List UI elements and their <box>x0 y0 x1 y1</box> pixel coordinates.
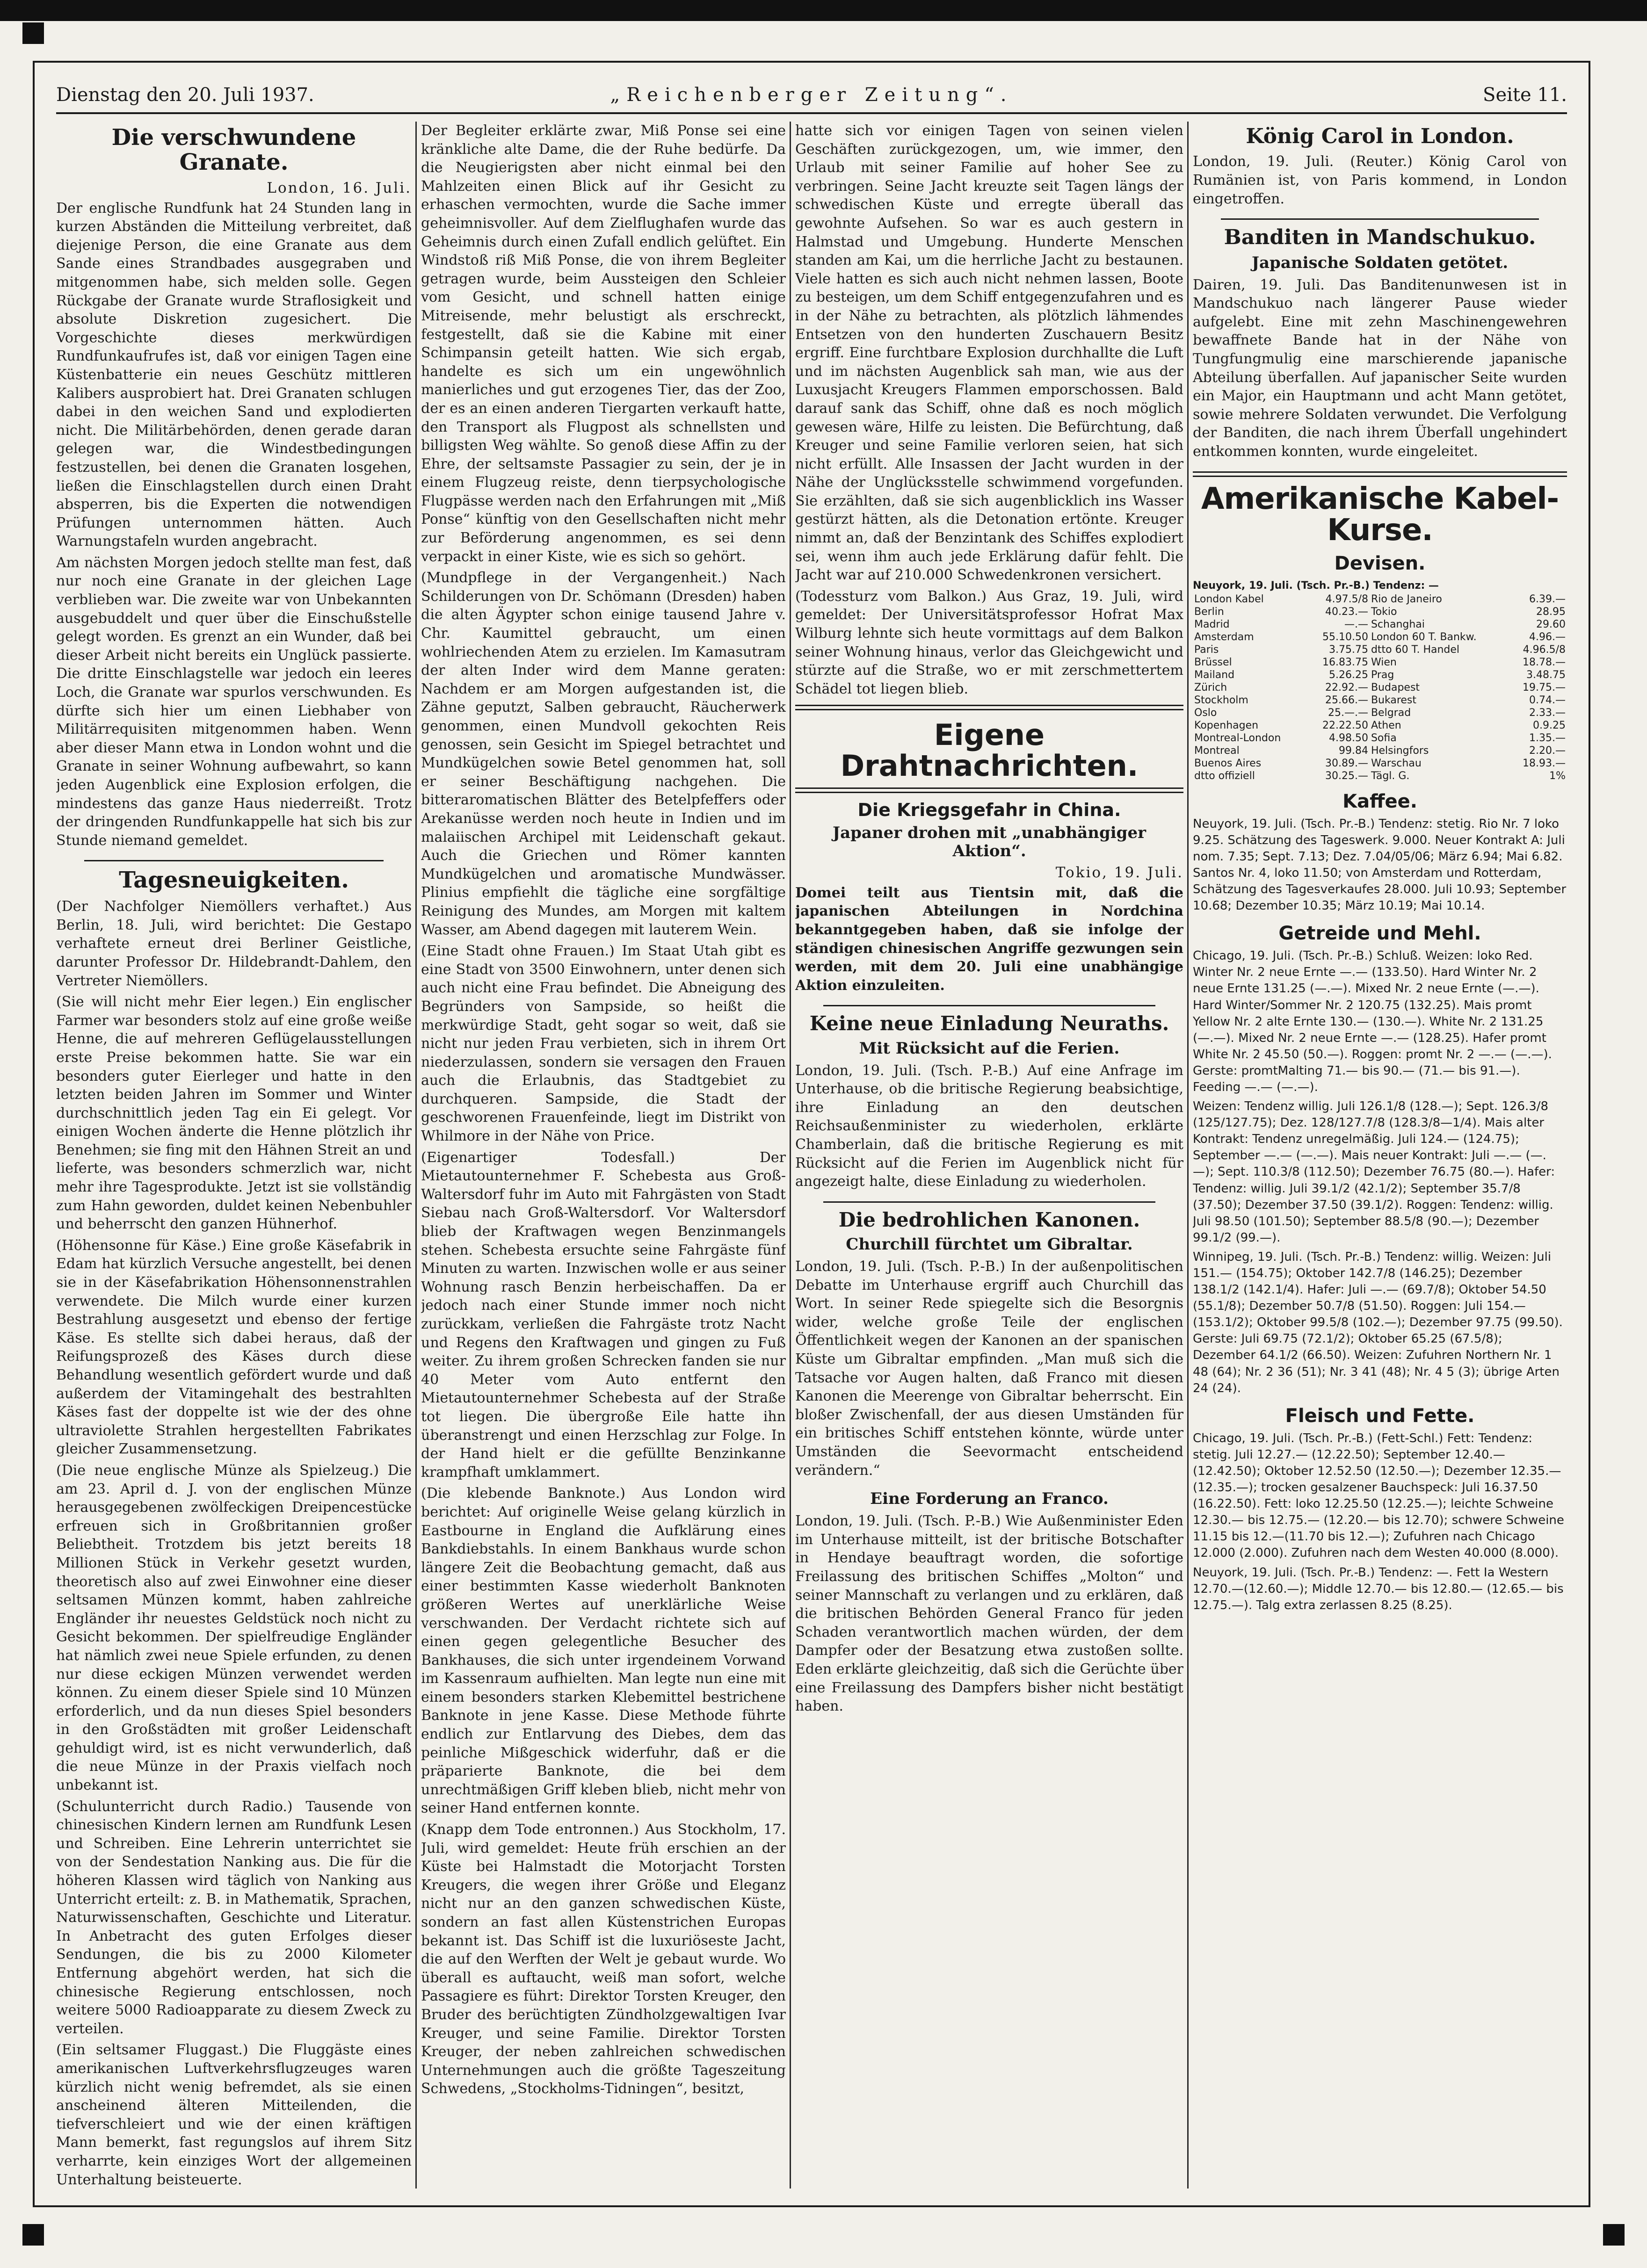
currency-rate: 4.96.5/8 <box>1523 643 1566 656</box>
news-item: (Todessturz vom Balkon.) Aus Graz, 19. Juli, wird gemeldet: Der Universitätsprofessor Hofrat Max Wilburg lehnte sich heute vormittags auf dem Balkon seiner Wohnung hinaus, verlor das Gleichgewicht und stürzte auf die Straße, wo er mit zerschmettertem Schädel tot liegen blieb. <box>795 588 1183 697</box>
column-rule <box>790 122 791 2189</box>
currency-rate: 22.92.— <box>1325 681 1368 693</box>
devisen-row <box>1193 631 1567 643</box>
article-title: König Carol in London. <box>1246 124 1514 148</box>
currency-name: Berlin <box>1194 606 1224 618</box>
currency-rate: 19.75.— <box>1523 681 1566 693</box>
article-paragraph: Der englische Rundfunk hat 24 Stunden lang in kurzen Abständen die Mitteilung verbreitet, daß diejenige Person, die eine Granate aus dem Sande eines Strandbades ausgegraben und mitgenommen habe, sich melden solle. Gegen Rückgabe der Granate wurde Straflosigkeit und absolute Diskretion zugesichert. Die Vorgeschichte dieses merkwürdigen Rundfunkaufrufes ist, daß vor einigen Tagen eine Küstenbatterie ein neues Geschütz mittleren Kalibers ausprobiert hat. Drei Granaten schlugen dabei in den weichen Sand und explodierten nicht. Die Militärbehörden, denen gerade daran gelegen war, die Windestbedingungen festzustellen, bei denen die Granaten losgehen, ließen die Einschlagstellen durch einen Draht absperren, bis die Experten die notwendigen Prüfungen unternommen hätten. Auch Warnungstafeln wurden angebracht. <box>56 200 412 550</box>
currency-rate: 3.48.75 <box>1526 669 1566 681</box>
section-divider <box>84 860 384 861</box>
section-title: Tagesneuigkeiten. <box>119 867 349 894</box>
devisen-table <box>1193 593 1567 782</box>
column-2 <box>421 122 786 2189</box>
market-subsection-title: Kaffee. <box>1342 790 1417 812</box>
news-item: (Eine Stadt ohne Frauen.) Im Staat Utah gibt es eine Stadt von 3500 Einwohnern, unter denen sich auch nicht eine Frau befindet. Die Abneigung des Begründers von Sampside, so heißt die merkwürdige Stadt, geht sogar so weit, daß sie nicht nur jeden Frau verbieten, sich in ihrem Ort niederzulassen, sondern sie versagen den Frauen auch die Erlaubnis, das Stadtgebiet zu durchqueren. Sampside, die Stadt der geschworenen Frauenfeinde, liegt im Distrikt von Whilmore in der Nähe von Price. <box>421 943 786 1145</box>
currency-name: Madrid <box>1194 618 1230 630</box>
currency-rate: 25.66.— <box>1325 694 1368 706</box>
currency-rate: 25.—.— <box>1328 707 1368 719</box>
news-item: (Knapp dem Tode entronnen.) Aus Stockholm, 17. Juli, wird gemeldet: Heute früh erschien an der Küste bei Halmstadt die Motorjacht Torsten Kreugers, die wegen ihrer Größe und Eleganz nicht nur an den ganzen schwedischen Küste, sondern an fast allen Küstenstrichen Europas bekannt ist. Das Schiff ist die luxuriöseste Jacht, die auf den Werften der Welt je gebaut wurde. Wo überall es auftaucht, weiß man sofort, welche Passagiere es führt: Direktor Torsten Kreuger, den Bruder des berüchtigten Zündholzgewaltigen Ivar Kreuger, und seine Familie. Direktor Torsten Kreuger, der neben zahlreichen schwedischen Unternehmungen auch die größte Tageszeitung Schwedens, „Stockholms-Tidningen“, besitzt, <box>421 1821 786 2097</box>
scan-top-edge <box>0 0 1647 21</box>
currency-name: Tägl. G. <box>1371 770 1410 782</box>
currency-rate: 28.95 <box>1536 606 1566 618</box>
devisen-row <box>1193 593 1567 606</box>
currency-name: Stockholm <box>1194 694 1248 706</box>
article-kanonen <box>795 1209 1183 1480</box>
article-banditen <box>1193 226 1567 461</box>
market-report: Weizen: Tendenz willig. Juli 126.1/8 (128.—); Sept. 126.3/8 (125/127.75); Dez. 128/127.7/8 (128.3/8—1/4). Mais alter Kontrakt: Tendenz unregelmäßig. Juli 124.— (124.75); September —.— (—.—). Mais neuer Kontrakt: Juli —.— (—.—); Sept. 110.3/8 (112.50); Dezember 76.75 (80.—). Hafer: Tendenz: willig. Juli 39.1/2 (42.1/2); September 35.7/8 (37.50); Dezember 37.50 (39.1/2). Roggen: Tendenz: willig. Juli 98.50 (101.50); September 88.5/8 (90.—); Dezember 99.1/2 (99.—). <box>1193 1099 1555 1245</box>
article-subtitle: Churchill fürchtet um Gibraltar. <box>846 1235 1133 1254</box>
devisen-row <box>1193 732 1567 744</box>
currency-rate: 40.23.— <box>1325 606 1368 618</box>
currency-rate: 2.20.— <box>1529 744 1566 757</box>
currency-rate: 30.25.— <box>1325 770 1368 782</box>
article-title: Keine neue Einladung Neuraths. <box>809 1012 1169 1035</box>
market-section-title: Amerikanische Kabel-Kurse. <box>1201 481 1559 548</box>
currency-name: Montreal-London <box>1194 732 1281 744</box>
currency-rate: 1.35.— <box>1529 732 1566 744</box>
devisen-row <box>1193 694 1567 707</box>
article-paragraph: Domei teilt aus Tientsin mit, daß die japanischen Abteilungen in Nordchina bekanntgegeben haben, daß sie infolge der ständigen chinesischen Angriffe gezwungen sein werden, mit dem 20. Juli eine unabhängige Aktion einzuleiten. <box>795 884 1183 994</box>
scan-corner-mark <box>22 2224 44 2246</box>
currency-rate: 18.93.— <box>1523 757 1566 769</box>
article-paragraph: London, 19. Juli. (Tsch. P.-B.) In der außenpolitischen Debatte im Unterhause ergriff auch Churchill das Wort. In seiner Rede spiegelte sich die Besorgnis wider, welche große Teile der englischen Öffentlichkeit wegen der Kanonen an der spanischen Küste um Gibraltar empfinden. „Man muß sich die Tatsache vor Augen halten, daß Franco mit diesen Kanonen die Meerenge von Gibraltar beherrscht. Ein bloßer Zwischenfall, der aus diesen Umständen für ein britisches Schiff entstehen könnte, würde unter Umständen die Seevormacht entscheidend verändern.“ <box>795 1258 1183 1479</box>
news-item: (Eigenartiger Todesfall.) Der Mietautounternehmer F. Schebesta aus Groß-Waltersdorf fuhr im Auto mit Fahrgästen von Stadt Siebau nach Groß-Waltersdorf. Vor Waltersdorf blieb der Kraftwagen wegen Benzinmangels stehen. Schebesta ersuchte seine Fahrgäste fünf Minuten zu warten. Inzwischen wolle er aus seiner Wohnung rasch Benzin herbeischaffen. Da er jedoch nach einer Stunde immer noch nicht zurückkam, verließen die Fahrgäste trotz Nacht und Regens den Kraftwagen und gingen zu Fuß weiter. Zu ihrem großen Schrecken fanden sie nur 40 Meter vom Auto entfernt den Mietautounternehmer Schebesta auf der Straße tot liegen. Die übergroße Eile hatte ihn überanstrengt und einen Herzschlag zur Folge. In der Hand hielt er die gefüllte Benzinkanne krampfhaft umklammert. <box>421 1149 786 1481</box>
wire-news-banner: Eigene Drahtnachrichten. <box>840 718 1139 783</box>
article-paragraph: London, 19. Juli. (Tsch. P.-B.) Auf eine Anfrage im Unterhause, ob die britische Regierung beabsichtige, ihre Einladung an den deutschen Reichsaußenminister zu wiederholen, erklärte Chamberlain, daß die britische Regierung es mit Rücksicht auf die Ferien im Augenblick nicht für angezeigt halte, diese Einladung zu wiederholen. <box>795 1062 1183 1190</box>
column-3 <box>795 122 1183 2189</box>
news-item: (Höhensonne für Käse.) Eine große Käsefabrik in Edam hat kürzlich Versuche angestellt, bei denen sie in der Käsefabrikation Höhensonnenstrahlen verwendete. Die Milch wurde einer kurzen Bestrahlung ausgesetzt und ebenso der fertige Käse. Es stellte sich dabei heraus, daß der Reifungsprozeß des Käses durch diese Behandlung wesentlich gefördert wurde und daß außerdem der Vitamingehalt des bestrahlten Käses fast der doppelte ist wie der des ohne ultraviolette Strahlen hergestellten Fabrikates gleicher Zusammensetzung. <box>56 1237 412 1458</box>
market-subsection-title: Fleisch und Fette. <box>1285 1405 1475 1427</box>
news-item: (Die neue englische Münze als Spielzeug.) Die am 23. April d. J. von der englischen Münze herausgegebenen zwölfeckigen Dreipencestücke erfreuen sich in Großbritannien großer Beliebtheit. Trotzdem bis jetzt bereits 18 Millionen Stück in Verkehr gesetzt wurden, theoretisch also auf zwei Einwohner eine dieser seltsamen Münzen kommt, haben zahlreiche Engländer ihr neuestes Geldstück noch nicht zu Gesicht bekommen. Der spielfreudige Engländer hat nämlich zwei neue Spiele erfunden, zu denen nur diese eckigen Münzen verwendet werden können. Zu einem dieser Spiele sind 10 Münzen erforderlich, und da nun dieses Spiel besonders in den Großstädten mit großer Leidenschaft gehuldigt wird, ist es nicht verwunderlich, daß die neue Münze in der Praxis vielfach noch unbekannt ist. <box>56 1462 412 1794</box>
devisen-row <box>1193 744 1567 757</box>
devisen-row <box>1193 681 1567 694</box>
article-paragraph: Dairen, 19. Juli. Das Banditenunwesen ist in Mandschukuo nach längerer Pause wieder aufgelebt. Eine mit zehn Maschinengewehren bewaffnete Bande hat in der Nähe von Tungfungmulig eine marschierende japanische Abteilung überfallen. Auf japanischer Seite wurden ein Major, ein Hauptmann und acht Mann getötet, sowie mehrere Soldaten verwundet. Die Verfolgung der Banditen, die nach ihrem Überfall ungehindert entkommen konnten, wurde eingeleitet. <box>1193 276 1567 460</box>
section-divider <box>795 705 1183 710</box>
article-subtitle: Japanische Soldaten getötet. <box>1251 253 1509 272</box>
currency-name: London Kabel <box>1194 593 1264 605</box>
currency-name: Kopenhagen <box>1194 719 1259 731</box>
currency-name: Helsingfors <box>1371 744 1429 757</box>
section-divider <box>795 787 1183 793</box>
news-item: (Der Nachfolger Niemöllers verhaftet.) Aus Berlin, 18. Juli, wird berichtet: Die Gestapo verhaftete erneut drei Berliner Geistliche, darunter Professor Dr. Hildebrandt-Dahlem, den Vertreter Niemöllers. <box>56 898 412 989</box>
currency-name: Schanghai <box>1371 618 1425 630</box>
devisen-row <box>1193 719 1567 732</box>
currency-rate: 1% <box>1549 770 1566 782</box>
market-report: Winnipeg, 19. Juli. (Tsch. Pr.-B.) Tendenz: willig. Weizen: Juli 151.— (154.75); Oktober 142.7/8 (146.25); Dezember 138.1/2 (142.1/4). Hafer: Juli —.— (69.7/8); Oktober 54.50 (55.1/8); Dezember 50.7/8 (51.50). Roggen: Juli 154.— (153.1/2); Oktober 99.5/8 (102.—); Dezember 97.75 (99.50). Gerste: Juli 69.75 (72.1/2); Oktober 65.25 (67.5/8); Dezember 64.1/2 (66.50). Weizen: Zufuhren Northern Nr. 1 48 (64); Nr. 2 36 (51); Nr. 3 41 (48); Nr. 4 5 (3); übrige Arten 24 (24). <box>1193 1250 1563 1395</box>
article-china <box>795 800 1183 995</box>
market-report: Neuyork, 19. Juli. (Tsch. Pr.-B.) Tendenz: —. Fett Ia Western 12.70.—(12.60.—); Middle 12.70.— bis 12.80.— (12.65.— bis 12.75.—). Talg extra zerlassen 8.25 (8.25). <box>1193 1565 1564 1612</box>
news-item: (Ein seltsamer Fluggast.) Die Fluggäste eines amerikanischen Luftverkehrsflugzeuges waren kürzlich nicht wenig befremdet, als sie einen anscheinend älteren Mitteilenden, die tiefverschleiert und wie der einen kräftigen Mann bemerkt, fast regungslos auf ihrem Sitz verharrte, kein einziges Wort der allgemeinen Unterhaltung beisteuerte. <box>56 2042 412 2188</box>
page-header <box>56 79 1567 114</box>
currency-name: Amsterdam <box>1194 631 1254 643</box>
currency-rate: 4.98.50 <box>1328 732 1368 744</box>
market-report: Neuyork, 19. Juli. (Tsch. Pr.-B.) Tendenz: stetig. Rio Nr. 7 loko 9.25. Schätzung des Tageswerk. 9.000. Neuer Kontrakt A: Juli nom. 7.35; Sept. 7.13; Dez. 7.04/05/06; März 6.94; Mai 6.82. Santos Nr. 4, loko 11.50; von Amsterdam und Rotterdam, Schätzung des Tagesverkaufes 28.000. Juli 10.93; September 10.68; Dezember 10.35; März 10.19; Mai 10.14. <box>1193 816 1567 913</box>
currency-rate: 3.75.75 <box>1328 643 1368 656</box>
market-report: Chicago, 19. Juli. (Tsch. Pr.-B.) (Fett-Schl.) Fett: Tendenz: stetig. Juli 12.27.— (12.22.50); September 12.40.— (12.42.50); Oktober 12.52.50 (12.50.—); Dezember 12.35.— (12.35.—); trocken gesalzener Bauchspeck: Juli 16.37.50 (16.22.50). Fett: loko 12.25.50 (12.25.—); leichte Schweine 12.30.— bis 12.75.— (12.20.— bis 12.70); schwere Schweine 11.15 bis 12.—(11.70 bis 12.—); Zufuhren nach Chicago 12.000 (2.000). Zufuhren nach dem Westen 40.000 (8.000). <box>1193 1431 1564 1560</box>
article-paragraph: London, 19. Juli. (Tsch. P.-B.) Wie Außenminister Eden im Unterhause mitteilt, ist der britische Botschafter in Hendaye beauftragt worden, die sofortige Freilassung des britischen Schiffes „Molton“ und seiner Mannschaft zu verlangen und zu erklären, daß die britischen Behörden General Franco für jeden Schaden verantwortlich machen würden, der dem Dampfer oder der Besatzung etwa zustoßen sollte. Eden erklärte gleichzeitig, daß sich die Gerüchte über eine Freilassung des Dampfers bisher nicht bestätigt haben. <box>795 1513 1183 1715</box>
devisen-row <box>1193 669 1567 681</box>
currency-name: Tokio <box>1371 606 1397 618</box>
news-item: (Die klebende Banknote.) Aus London wird berichtet: Auf originelle Weise gelang kürzlich in Eastbourne in England die Aufklärung eines Bankdiebstahls. In einem Bankhaus wurde schon längere Zeit die Beobachtung gemacht, daß aus einer bestimmten Kasse wiederholt Banknoten größeren Wertes auf unerklärliche Weise verschwanden. Der Verdacht richtete sich auf einen gegen gelegentliche Besucher des Bankhauses, die sich unter irgendeinem Vorwand im Kassenraum aufhielten. Man legte nun eine mit einem besonders starken Klebemittel bestrichene Banknote in jene Kasse. Diese Methode führte endlich zur Entlarvung des Diebes, dem das peinliche Mißgeschick widerfuhr, daß er die präparierte Banknote, die bei dem unrechtmäßigen Griff kleben blieb, nicht mehr von seiner Hand entfernen konnte. <box>421 1485 786 1817</box>
currency-rate: 22.22.50 <box>1322 719 1368 731</box>
devisen-row <box>1193 643 1567 656</box>
currency-name: Paris <box>1194 643 1219 656</box>
scan-corner-mark <box>1603 2224 1625 2246</box>
section-divider <box>823 1201 1155 1203</box>
column-1 <box>56 122 412 2189</box>
article-paragraph: Am nächsten Morgen jedoch stellte man fest, daß nur noch eine Granate in der gleichen Lage verblieben war. Die zweite war von Unbekannten ausgebuddelt und quer über die Einschußstelle gelegt worden. Es grenzt an ein Wunder, daß bei dieser Arbeit nicht bereits ein Unglück passierte. Die dritte Einschlagstelle war jedoch ein leeres Loch, die Granate war spurlos verschwunden. Es dürfte sich hier um einen Liebhaber von Militärrequisiten mitgenommen haben. Wenn aber dieser Mann etwa in London wohnt und die Granate in seiner Wohnung aufbewahrt, so kann jeden Augenblick eine Explosion erfolgen, die mindestens das ganze Haus niederreißt. Trotz der dringenden Rundfunkappelle hat sich bis zur Stunde niemand gemeldet. <box>56 554 412 849</box>
devisen-title: Devisen. <box>1334 552 1426 574</box>
currency-rate: 4.96.— <box>1529 631 1566 643</box>
article-granate <box>56 125 412 850</box>
article-paragraph: London, 19. Juli. (Reuter.) König Carol von Rumänien ist, von Paris kommend, in London eingetroffen. <box>1193 153 1567 207</box>
currency-name: dtto offiziell <box>1194 770 1255 782</box>
currency-rate: 5.26.25 <box>1328 669 1368 681</box>
article-carol <box>1193 125 1567 208</box>
currency-rate: 0.9.25 <box>1533 719 1566 731</box>
currency-name: Buenos Aires <box>1194 757 1262 769</box>
currency-name: Montreal <box>1194 744 1240 757</box>
article-franco <box>795 1490 1183 1716</box>
currency-name: Warschau <box>1371 757 1422 769</box>
column-rule <box>1187 122 1189 2189</box>
scan-corner-mark <box>22 22 44 44</box>
currency-name: Bukarest <box>1371 694 1417 706</box>
currency-name: London 60 T. Bankw. <box>1371 631 1477 643</box>
article-dateline: London, 16. Juli. <box>267 179 412 196</box>
currency-name: Rio de Janeiro <box>1371 593 1442 605</box>
section-divider <box>1221 218 1539 220</box>
column-4 <box>1193 122 1567 2189</box>
article-title: Die Kriegsgefahr in China. <box>857 799 1121 820</box>
currency-name: Wien <box>1371 656 1397 668</box>
section-tagesneuigkeiten <box>56 868 412 2189</box>
currency-rate: —.— <box>1344 618 1368 630</box>
market-report: Chicago, 19. Juli. (Tsch. Pr.-B.) Schluß. Weizen: loko Red. Winter Nr. 2 neue Ernte —.— (133.50). Hard Winter Nr. 2 neue Ernte 131.25 (—.—). Mixed Nr. 2 neue Ernte (—.—). Hard Winter/Sommer Nr. 2 120.75 (132.25). Mais promt Yellow Nr. 2 alte Ernte 130.— (130.—). White Nr. 2 131.25 (—.—). Mixed Nr. 2 neue Ernte —.— (128.25). Hafer promt White Nr. 2 45.50 (50.—). Roggen: promt Nr. 2 —.— (—.—). Gerste: promtMalting 71.— bis 90.— (71.— bis 91.—). Feeding —.— (—.—). <box>1193 949 1552 1094</box>
market-subsection-title: Getreide und Mehl. <box>1278 923 1481 945</box>
currency-name: Budapest <box>1371 681 1420 693</box>
currency-name: Prag <box>1371 669 1394 681</box>
currency-name: Oslo <box>1194 707 1217 719</box>
devisen-row <box>1193 606 1567 618</box>
devisen-row <box>1193 618 1567 631</box>
currency-name: Mailand <box>1194 669 1235 681</box>
section-divider <box>823 1005 1155 1006</box>
currency-rate: 30.89.— <box>1325 757 1368 769</box>
news-item: Der Begleiter erklärte zwar, Miß Ponse sei eine kränkliche alte Dame, die der Ruhe bedürfe. Da die Neugierigsten aber nicht einmal bei den Mahlzeiten einen Blick auf ihr Gesicht zu erhaschen vermochten, wurde die Sache immer geheimnisvoller. Auf dem Zielflughafen wurde das Geheimnis durch einen Zufall endlich gelüftet. Ein Windstoß riß Miß Ponse, die von ihrem Begleiter getragen wurde, beim Aussteigen den Schleier vom Gesicht, und schnell hatten einige Mitreisende, mehr belustigt als erschreckt, festgestellt, daß sie die Kabine mit einer Schimpansin geteilt hatten. Wie sich ergab, handelte es sich um ein ungewöhnlich manierliches und gut erzogenes Tier, das der Zoo, der es an einen anderen Tiergarten verkauft hatte, den Transport als Flugpost als schnellsten und billigsten Weg wählte. So genoß diese Affin zu der Ehre, der seltsamste Passagier zu sein, der je in einem Flugzeug reiste, denn tierpsychologische Flugpässe werden nach den Erfahrungen mit „Miß Ponse“ künftig von den Gesellschaften nicht mehr zur Beförderung angenommen, es sei denn verpackt in einer Kiste, wie es sich so gehört. <box>421 123 786 565</box>
devisen-row <box>1193 707 1567 719</box>
currency-rate: 18.78.— <box>1523 656 1566 668</box>
currency-rate: 55.10.50 <box>1322 631 1368 643</box>
currency-rate: 2.33.— <box>1529 707 1566 719</box>
article-title: Eine Forderung an Franco. <box>870 1489 1109 1509</box>
section-divider <box>1193 471 1567 477</box>
news-item: (Sie will nicht mehr Eier legen.) Ein englischer Farmer war besonders stolz auf eine große weiße Henne, die auf mehreren Geflügelausstellungen erste Preise bekommen hatte. Sie war ein besonders guter Eierleger und hatte in den letzten beiden Jahren im Sommer und Winter durchschnittlich jeden Tag ein Ei gelegt. Vor einigen Wochen änderte die Henne plötzlich ihr Benehmen; sie fing mit den Hähnen Streit an und lieferte, was besonders schmerzlich war, nicht mehr ihre Tagesprodukte. Jetzt ist sie vollständig zum Hahn geworden, duldet keinen Nebenbuhler und beherrscht den ganzen Hühnerhof. <box>56 994 412 1233</box>
currency-rate: 99.84 <box>1338 744 1368 757</box>
article-title: Die bedrohlichen Kanonen. <box>838 1208 1140 1231</box>
currency-name: Athen <box>1371 719 1401 731</box>
devisen-row <box>1193 770 1567 782</box>
currency-name: dtto 60 T. Handel <box>1371 643 1460 656</box>
currency-name: Brüssel <box>1194 656 1232 668</box>
article-neurath <box>795 1013 1183 1191</box>
currency-rate: 6.39.— <box>1529 593 1566 605</box>
column-rule <box>415 122 417 2189</box>
currency-rate: 4.97.5/8 <box>1325 593 1368 605</box>
devisen-row <box>1193 656 1567 669</box>
article-dateline: Tokio, 19. Juli. <box>1055 864 1183 881</box>
currency-rate: 29.60 <box>1536 618 1566 630</box>
currency-rate: 16.83.75 <box>1322 656 1368 668</box>
currency-rate: 0.74.— <box>1529 694 1566 706</box>
currency-name: Zürich <box>1194 681 1227 693</box>
news-item: hatte sich vor einigen Tagen von seinen vielen Geschäften zurückgezogen, um, wie immer, den Urlaub mit seiner Familie auf hoher See zu verbringen. Seine Jacht kreuzte seit Tagen längs der schwedischen Küste und erregte überall das gewohnte Aufsehen. So war es auch gestern in Halmstad und Umgebung. Hunderte Menschen standen am Kai, um die herrliche Jacht zu bestaunen. Viele hatten es sich auch nicht nehmen lassen, Boote zu besteigen, um dem Schiff entgegenzufahren und es in der Nähe zu betrachten, als plötzlich lähmendes Entsetzen von den hunderten Zuschauern Besitz ergriff. Eine furchtbare Explosion durchhallte die Luft und im nächsten Augenblick sah man, wie aus der Luxusjacht Kreugers Flammen emporschossen. Bald darauf sank das Schiff, ohne daß es noch möglich gewesen wäre, Hilfe zu leisten. Die Befürchtung, daß Kreuger und seine Familie verloren seien, hat sich nicht erfüllt. Alle Insassen der Jacht wurden in der Nähe der Unglücksstelle schwimmend vorgefunden. Sie erzählten, daß sie sich augenblicklich ins Wasser gestürzt hätten, als die Detonation ertönte. Kreuger nimmt an, daß der Benzintank des Schiffes explodiert sei, wenn ihm auch jede Erklärung dafür fehlt. Die Jacht war auf 210.000 Schwedenkronen versichert. <box>795 123 1183 584</box>
devisen-row <box>1193 757 1567 770</box>
issue-date: Dienstag den 20. Juli 1937. <box>56 84 314 106</box>
article-title: Die verschwundene Granate. <box>111 124 356 175</box>
currency-name: Sofia <box>1371 732 1397 744</box>
news-item: (Mundpflege in der Vergangenheit.) Nach Schilderungen von Dr. Schömann (Dresden) haben die alten Ägypter schon einige tausend Jahre v. Chr. Kaumittel gebraucht, um einen wohlriechenden Atem zu erzielen. Im Kamasutram der alten Inder wird dem Manne geraten: Nachdem er am Morgen aufgestanden ist, die Zähne geputzt, Salben gebraucht, Räucherwerk genommen, einen Mundvoll gekochten Reis genossen, sein Gesicht im Spiegel betrachtet und Mundkügelchen sowie Betel genommen hat, soll er seiner Beschäftigung nachgehen. Die bitteraromatischen Blätter des Betelpfeffers oder Arekanüsse werden noch heute in Indien und im malaiischen Archipel mit Leidenschaft gekaut. Auch die Griechen und Römer kannten Mundkügelchen und aromatische Mundwässer. Plinius empfiehlt die tägliche eine sorgfältige Reinigung des Mundes, am Morgen mit kaltem Wasser, am Abend dagegen mit lauterem Wein. <box>421 570 786 938</box>
article-subtitle: Japaner drohen mit „unabhängiger Aktion“. <box>832 823 1146 860</box>
currency-name: Belgrad <box>1371 707 1411 719</box>
devisen-header: Neuyork, 19. Juli. (Tsch. Pr.-B.) Tendenz: — <box>1193 579 1439 592</box>
page-number: Seite 11. <box>1483 84 1567 106</box>
article-title: Banditen in Mandschukuo. <box>1224 225 1536 250</box>
news-item: (Schulunterricht durch Radio.) Tausende von chinesischen Kindern lernen am Rundfunk Lesen und Schreiben. Eine Lehrerin unterrichtet sie von der Sendestation Nanking aus. Die für die höheren Klassen wird täglich von Nanking aus Unterricht erteilt: z. B. in Mathematik, Sprachen, Naturwissenschaften, Geschichte und Literatur. In Anbetracht des guten Erfolges dieser Sendungen, die bis zu 2000 Kilometer Entfernung abgehört werden, hat sich die chinesische Regierung entschlossen, noch weitere 5000 Radioapparate zu diesem Zweck zu verteilen. <box>56 1798 412 2037</box>
newspaper-title: „Reichenberger Zeitung“. <box>610 84 1013 106</box>
article-subtitle: Mit Rücksicht auf die Ferien. <box>859 1039 1120 1058</box>
